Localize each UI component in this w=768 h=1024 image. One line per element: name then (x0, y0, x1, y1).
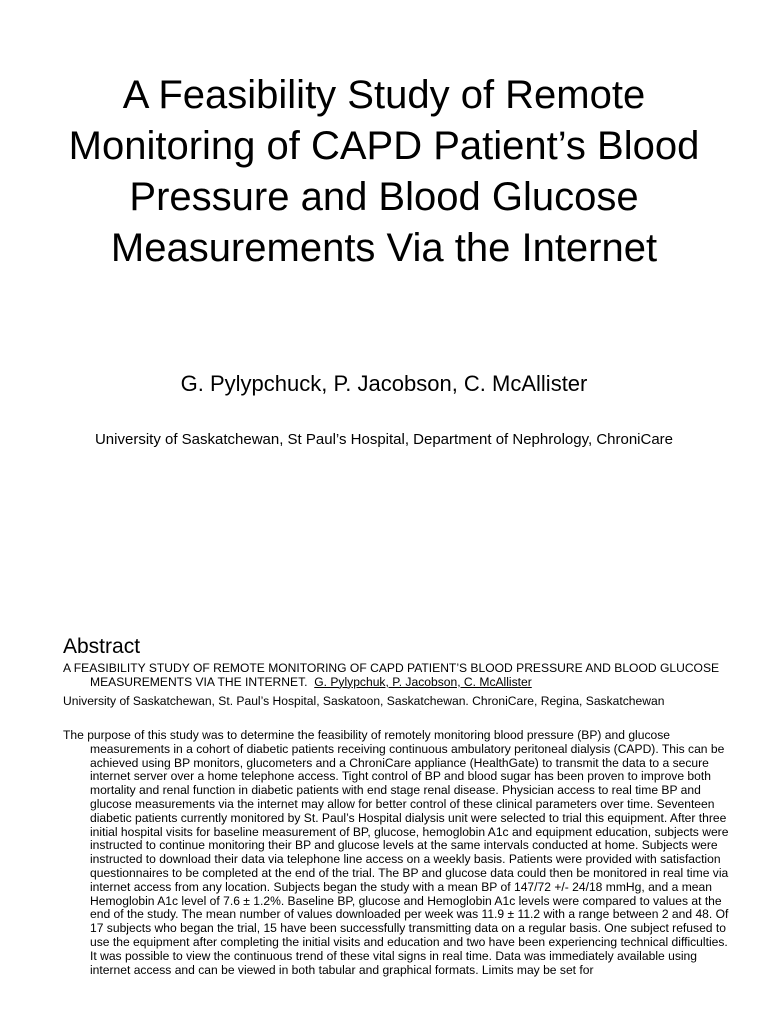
citation-authors: G. Pylypchuk, P. Jacobson, C. McAllister (314, 674, 532, 689)
abstract-body: The purpose of this study was to determine the feasibility of remotely monitoring blood pressure (BP) and glucose measurements in a cohort of diabetic patients receiving continuous ambulatory peritoneal dialysis (CAPD). This can be achieved using BP monitors, glucometers and a ChroniCare appliance (HealthGate) to transmit the data to a secure internet server over a home telephone access. Tight control of BP and blood sugar has been proven to improve both mortality and renal function in diabetic patients with end stage renal disease. Physician access to real time BP and glucose measurements via the internet may allow for better control of these clinical parameters over time. Seventeen diabetic patients currently monitored by St. Paul’s Hospital dialysis unit were selected to trial this equipment. After three initial hospital visits for baseline measurement of BP, glucose, hemoglobin A1c and equipment education, subjects were instructed to continue monitoring their BP and glucose levels at the same intervals conducted at home. Subjects were instructed to download their data via telephone line access on a weekly basis. Patients were provided with satisfaction questionnaires to be completed at the end of the trial. The BP and glucose data could then be monitored in real time via internet access from any location. Subjects began the study with a mean BP of 147/72 +/- 24/18 mmHg, and a mean Hemoglobin A1c level of 7.6 ± 1.2%. Baseline BP, glucose and Hemoglobin A1c levels were compared to values at the end of the study. The mean number of values downloaded per week was 11.9 ± 11.2 with a range between 2 and 48. Of 17 subjects who began the trial, 15 have been successfully transmitting data on a regular basis. One subject refused to use the equipment after completing the initial visits and education and two have been experiencing technical difficulties. It was possible to view the continuous trend of these vital signs in real time. Data was immediately available using internet access and can be viewed in both tabular and graphical formats. Limits may be set for (63, 728, 729, 977)
paper-authors: G. Pylypchuck, P. Jacobson, C. McAllister (180, 371, 588, 396)
abstract-institutions: University of Saskatchewan, St. Paul’s Hospital, Saskatoon, Saskatchewan. ChroniCare, Regina, Saskatchewan (63, 694, 665, 708)
paper-affiliation: University of Saskatchewan, St Paul’s Hospital, Department of Nephrology, ChroniCare (94, 431, 674, 448)
abstract-citation (63, 662, 732, 690)
abstract-heading: Abstract (63, 635, 141, 658)
paper-title: A Feasibility Study of Remote Monitoring of CAPD Patient’s Blood Pressure and Blood Glucose Measurements Via the Internet (68, 73, 700, 270)
citation-title: A FEASIBILITY STUDY OF REMOTE MONITORING OF CAPD PATIENT’S BLOOD PRESSURE AND BLOOD GLUCOSE MEASUREMENTS VIA THE INTERNET. (63, 661, 720, 689)
